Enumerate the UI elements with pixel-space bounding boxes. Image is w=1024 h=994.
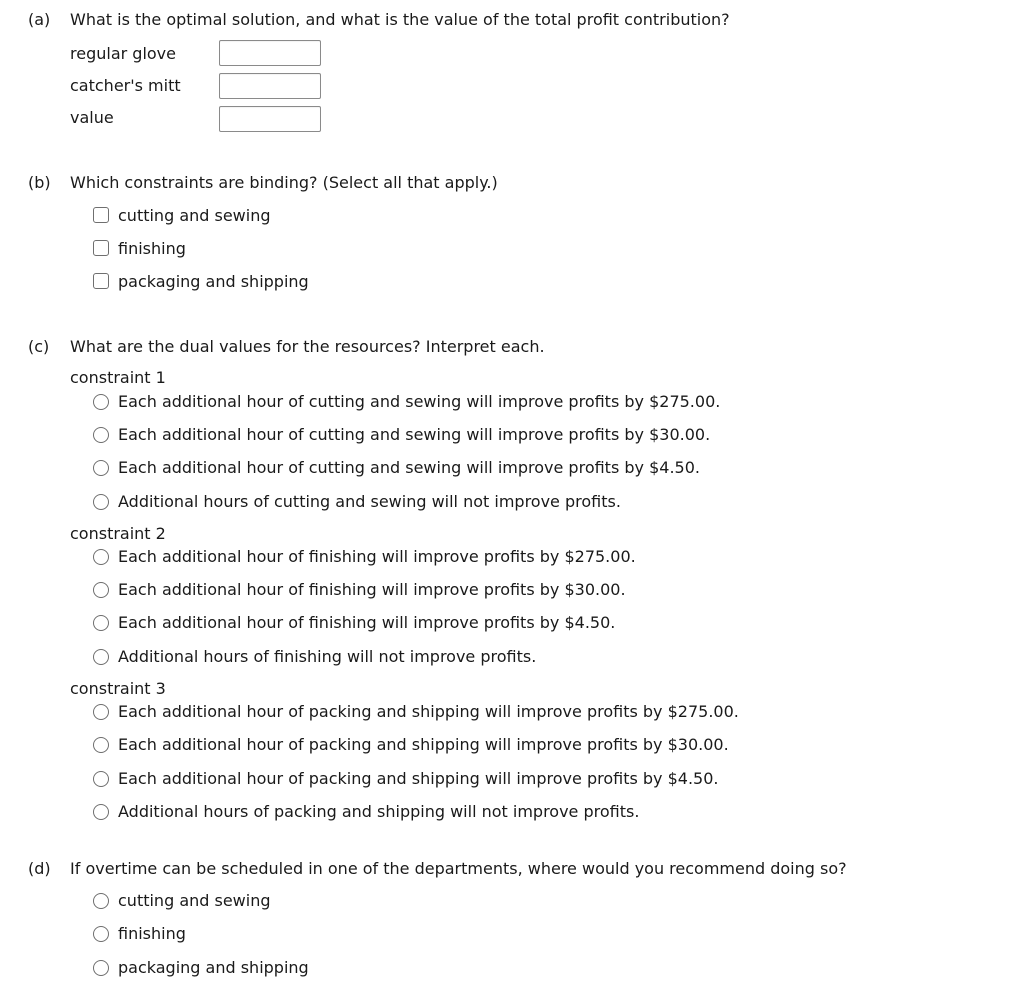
part-a-question: What is the optimal solution, and what is the value of the total profit contribution?	[70, 10, 730, 29]
checkbox-cutting-and-sewing[interactable]	[93, 207, 109, 223]
constraint-1-label: constraint 1	[70, 368, 166, 387]
option-label: Additional hours of finishing will not improve profits.	[118, 647, 537, 666]
constraint-3-label: constraint 3	[70, 679, 166, 698]
option-label: packaging and shipping	[118, 958, 309, 977]
option-label: finishing	[118, 239, 186, 258]
constraint-2-label: constraint 2	[70, 524, 166, 543]
radio-c2-opt4[interactable]	[93, 649, 109, 665]
radio-d-cutting-and-sewing[interactable]	[93, 893, 109, 909]
radio-c1-opt1[interactable]	[93, 394, 109, 410]
checkbox-finishing[interactable]	[93, 240, 109, 256]
radio-c3-opt1[interactable]	[93, 704, 109, 720]
part-c-question: What are the dual values for the resources? Interpret each.	[70, 337, 545, 356]
part-d-label: (d)	[28, 859, 51, 878]
radio-c1-opt4[interactable]	[93, 494, 109, 510]
option-label: Each additional hour of packing and shipping will improve profits by $275.00.	[118, 702, 739, 721]
radio-c2-opt1[interactable]	[93, 549, 109, 565]
part-c-label: (c)	[28, 337, 50, 356]
option-label: Additional hours of cutting and sewing will not improve profits.	[118, 492, 621, 511]
radio-c3-opt4[interactable]	[93, 804, 109, 820]
regular-glove-label: regular glove	[70, 44, 176, 63]
radio-c1-opt2[interactable]	[93, 427, 109, 443]
option-label: cutting and sewing	[118, 891, 271, 910]
part-b-label: (b)	[28, 173, 51, 192]
catchers-mitt-label: catcher's mitt	[70, 76, 181, 95]
option-label: cutting and sewing	[118, 206, 271, 225]
option-label: Each additional hour of packing and shipping will improve profits by $30.00.	[118, 735, 729, 754]
option-label: finishing	[118, 924, 186, 943]
option-label: Each additional hour of packing and shipping will improve profits by $4.50.	[118, 769, 719, 788]
option-label: Each additional hour of finishing will improve profits by $4.50.	[118, 613, 616, 632]
radio-c2-opt3[interactable]	[93, 615, 109, 631]
option-label: Each additional hour of cutting and sewing will improve profits by $4.50.	[118, 458, 700, 477]
option-label: Each additional hour of cutting and sewing will improve profits by $275.00.	[118, 392, 721, 411]
option-label: Each additional hour of finishing will improve profits by $275.00.	[118, 547, 636, 566]
option-label: Each additional hour of finishing will improve profits by $30.00.	[118, 580, 626, 599]
catchers-mitt-input[interactable]	[219, 73, 321, 99]
radio-d-finishing[interactable]	[93, 926, 109, 942]
option-label: Additional hours of packing and shipping will not improve profits.	[118, 802, 640, 821]
part-a-label: (a)	[28, 10, 51, 29]
part-d-question: If overtime can be scheduled in one of the departments, where would you recommend doing so?	[70, 859, 847, 878]
radio-c3-opt2[interactable]	[93, 737, 109, 753]
radio-c1-opt3[interactable]	[93, 460, 109, 476]
part-b-question: Which constraints are binding? (Select all that apply.)	[70, 173, 498, 192]
radio-c2-opt2[interactable]	[93, 582, 109, 598]
value-label: value	[70, 108, 114, 127]
radio-c3-opt3[interactable]	[93, 771, 109, 787]
option-label: Each additional hour of cutting and sewing will improve profits by $30.00.	[118, 425, 711, 444]
value-input[interactable]	[219, 106, 321, 132]
option-label: packaging and shipping	[118, 272, 309, 291]
radio-d-packaging-and-shipping[interactable]	[93, 960, 109, 976]
regular-glove-input[interactable]	[219, 40, 321, 66]
checkbox-packaging-and-shipping[interactable]	[93, 273, 109, 289]
